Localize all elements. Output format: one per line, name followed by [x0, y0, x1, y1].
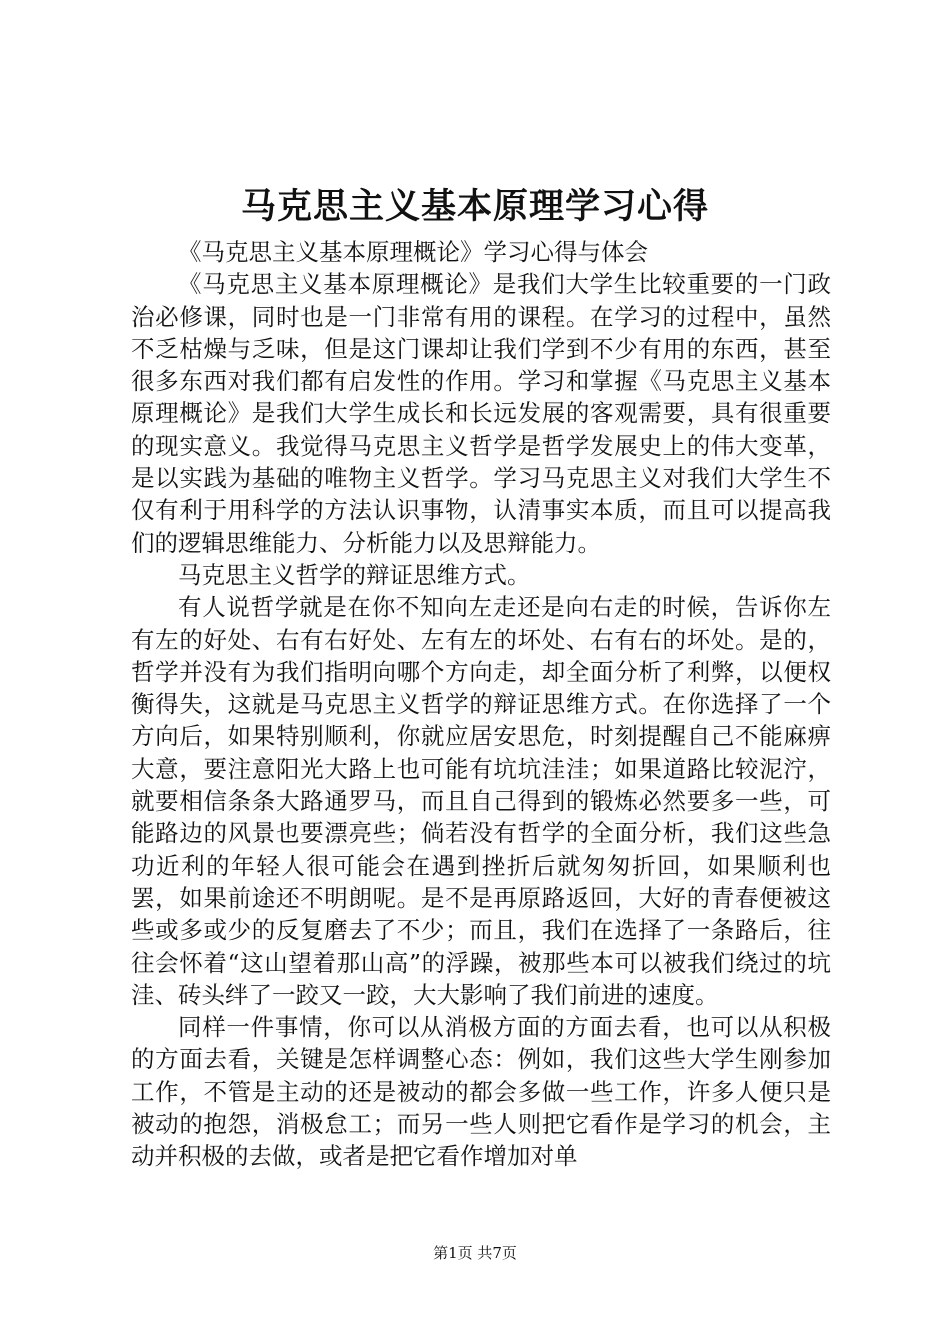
section-heading-paragraph: 马克思主义哲学的辩证思维方式。	[178, 560, 531, 589]
document-title: 马克思主义基本原理学习心得	[240, 186, 709, 227]
body-paragraph: 有人说哲学就是在你不知向左走还是向右走的时候，告诉你左有左的好处、右有右好处、左有左的坏处、右有右的坏处。是的，哲学并没有为我们指明向哪个方向走，却全面分析了利弊，以便权衡得失，这就是马克思主义哲学的辩证思维方式。在你选择了一个方向后，如果特别顺利，你就应居安思危，时刻提醒自己不能麻痹大意，要注意阳光大路上也可能有坑坑洼洼；如果道路比较泥泞，就要相信条条大路通罗马，而且自己得到的锻炼必然要多一些，可能路边的风景也要漂亮些；倘若没有哲学的全面分析，我们这些急功近利的年轻人很可能会在遇到挫折后就匆匆折回，如果顺利也罢，如果前途还不明朗呢。是不是再原路返回，大好的青春便被这些或多或少的反复磨去了不少；而且，我们在选择了一条路后，往往会怀着“这山望着那山高”的浮躁，被那些本可以被我们绕过的坑洼、砖头绊了一跤又一跤，大大影响了我们前进的速度。	[131, 593, 831, 1009]
body-paragraph: 同样一件事情，你可以从消极方面的方面去看，也可以从积极的方面去看，关键是怎样调整心态：例如，我们这些大学生刚参加工作，不管是主动的还是被动的都会多做一些工作，许多人便只是被动的抱怨，消极怠工；而另一些人则把它看作是学习的机会，主动并积极的去做，或者是把它看作增加对单	[131, 1013, 831, 1171]
document-body	[131, 236, 831, 1173]
subtitle-paragraph: 《马克思主义基本原理概论》学习心得与体会	[178, 238, 648, 266]
body-paragraph: 《马克思主义基本原理概论》是我们大学生比较重要的一门政治必修课，同时也是一门非常有用的课程。在学习的过程中，虽然不乏枯燥与乏味，但是这门课却让我们学到不少有用的东西，甚至很多东西对我们都有启发性的作用。学习和掌握《马克思主义基本原理概论》是我们大学生成长和长远发展的客观需要，具有很重要的现实意义。我觉得马克思主义哲学是哲学发展史上的伟大变革，是以实践为基础的唯物主义哲学。学习马克思主义对我们大学生不仅有利于用科学的方法认识事物，认清事实本质，而且可以提高我们的逻辑思维能力、分析能力以及思辩能力。	[131, 270, 831, 557]
page-number-footer: 第1页 共7页	[433, 1244, 517, 1262]
